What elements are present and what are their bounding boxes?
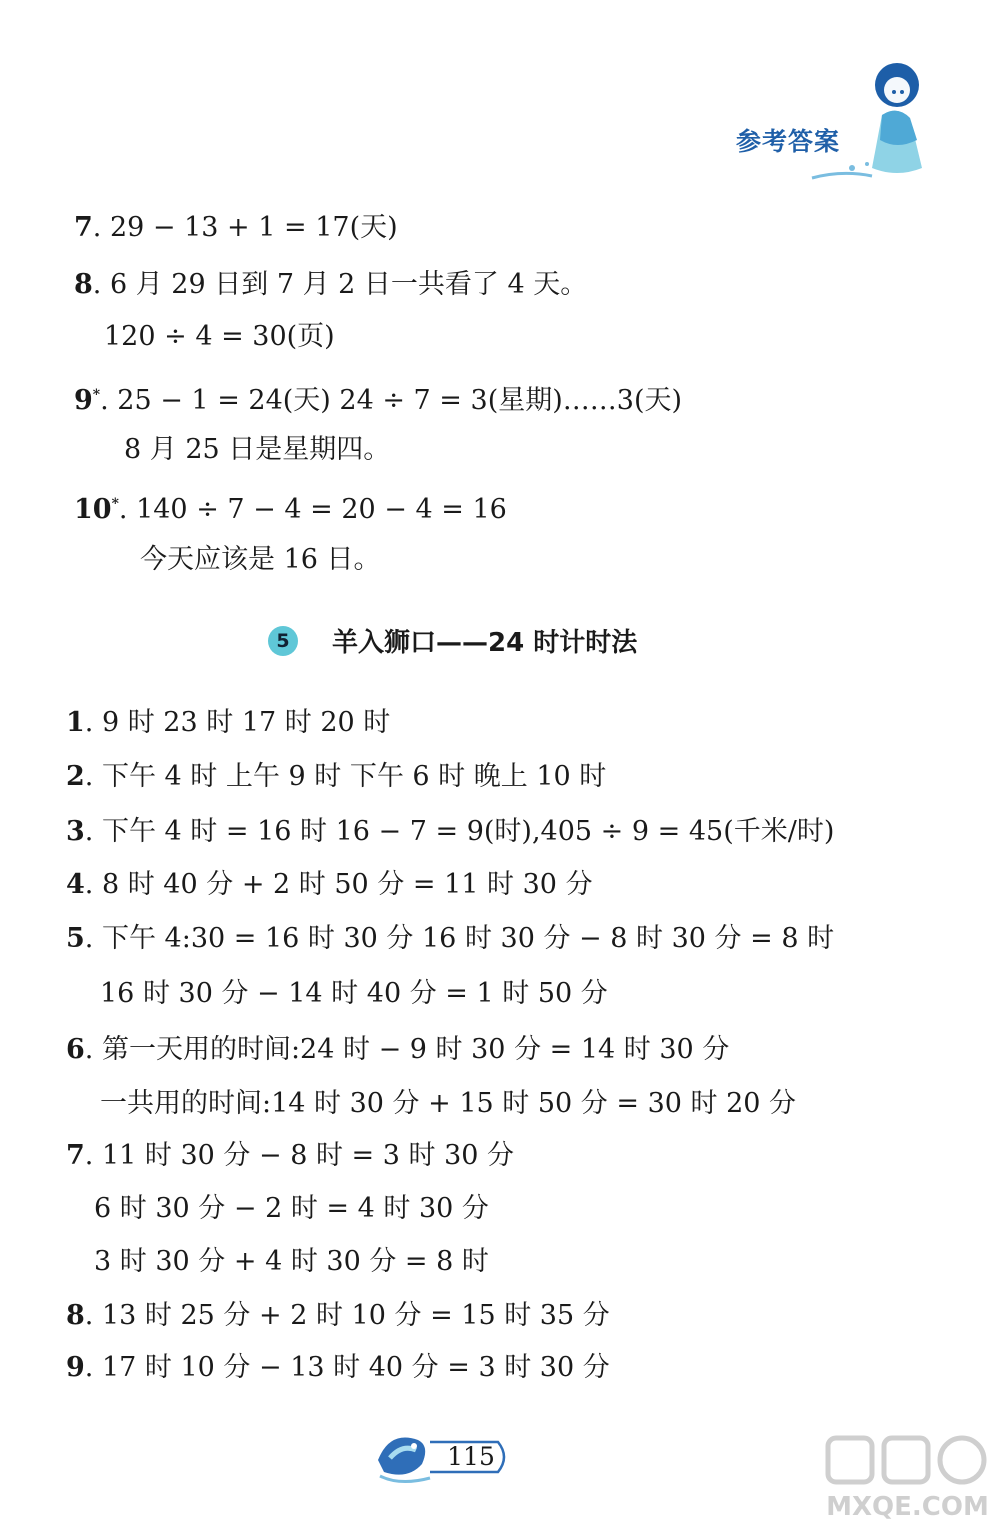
answer-text: 8 月 25 日是星期四。: [124, 434, 391, 465]
answer-line: [66, 706, 390, 740]
question-number: 10: [74, 494, 112, 525]
answer-line: [124, 433, 390, 467]
answer-text: . 13 时 25 分 + 2 时 10 分 = 15 时 35 分: [84, 1300, 610, 1331]
answer-text: 3 时 30 分 + 4 时 30 分 = 8 时: [94, 1246, 489, 1277]
answer-line: [140, 543, 381, 577]
answer-text: 120 ÷ 4 = 30(页): [104, 321, 335, 352]
answer-line: [66, 815, 834, 849]
watermark-logo-icon: [820, 1430, 995, 1490]
question-number: 9: [66, 1352, 85, 1383]
answer-line: [100, 977, 608, 1011]
question-number: 6: [66, 1034, 85, 1065]
answer-line: [94, 1192, 489, 1226]
watermark-text: MXQE.COM: [826, 1492, 989, 1522]
answer-line: [104, 320, 335, 354]
answer-text: 一共用的时间:14 时 30 分 + 15 时 50 分 = 30 时 20 分: [100, 1088, 797, 1119]
answer-text: 16 时 30 分 − 14 时 40 分 = 1 时 50 分: [100, 978, 608, 1009]
answer-text: . 下午 4:30 = 16 时 30 分 16 时 30 分 − 8 时 30 分 = 8 时: [84, 923, 835, 954]
section-number-badge: 5: [268, 626, 298, 656]
question-number: 8: [74, 269, 93, 300]
answer-line: [66, 1033, 729, 1067]
question-number: 4: [66, 869, 85, 900]
answer-line: [66, 922, 834, 956]
answer-line: [100, 1087, 796, 1121]
question-number: 9: [74, 385, 93, 416]
answer-text: . 17 时 10 分 − 13 时 40 分 = 3 时 30 分: [84, 1352, 610, 1383]
question-number: 1: [66, 707, 85, 738]
question-number: 7: [74, 212, 93, 243]
question-number: 2: [66, 761, 85, 792]
answer-text: . 9 时 23 时 17 时 20 时: [84, 707, 391, 738]
answer-line: [74, 268, 587, 302]
challenge-star-mark: *: [92, 387, 101, 403]
answer-text: . 11 时 30 分 − 8 时 = 3 时 30 分: [84, 1140, 515, 1171]
answer-line: [66, 760, 606, 794]
answer-text: . 140 ÷ 7 − 4 = 20 − 4 = 16: [118, 494, 507, 525]
answer-line: [94, 1245, 489, 1279]
challenge-star-mark: *: [111, 496, 119, 512]
answer-text: . 29 − 13 + 1 = 17(天): [92, 212, 398, 243]
answer-text: . 8 时 40 分 + 2 时 50 分 = 11 时 30 分: [84, 869, 593, 900]
page-number: 115: [447, 1442, 495, 1471]
answer-line: [66, 1139, 514, 1173]
section-title: 羊入狮口——24 时计时法: [332, 628, 638, 658]
answer-line: [74, 378, 682, 418]
question-number: 3: [66, 816, 85, 847]
question-number: 7: [66, 1140, 85, 1171]
answer-line: [74, 211, 398, 245]
answer-text: . 下午 4 时 = 16 时 16 − 7 = 9(时),405 ÷ 9 = 45(千米/时): [84, 816, 835, 847]
page-header-title: 参考答案: [736, 127, 841, 156]
answer-text: . 25 − 1 = 24(天) 24 ÷ 7 = 3(星期)……3(天): [100, 385, 683, 416]
question-number: 5: [66, 923, 85, 954]
answer-line: [66, 868, 593, 902]
answer-text: . 6 月 29 日到 7 月 2 日一共看了 4 天。: [92, 269, 588, 300]
answer-line: [66, 1299, 610, 1333]
answer-text: . 第一天用的时间:24 时 − 9 时 30 分 = 14 时 30 分: [84, 1034, 730, 1065]
answer-text: 6 时 30 分 − 2 时 = 4 时 30 分: [94, 1193, 489, 1224]
answer-line: [66, 1351, 610, 1385]
answer-text: . 下午 4 时 上午 9 时 下午 6 时 晚上 10 时: [84, 761, 607, 792]
question-number: 8: [66, 1300, 85, 1331]
answer-line: [74, 487, 507, 527]
page-footer: [370, 1420, 520, 1490]
watermark: [820, 1430, 995, 1530]
answer-text: 今天应该是 16 日。: [140, 544, 381, 575]
